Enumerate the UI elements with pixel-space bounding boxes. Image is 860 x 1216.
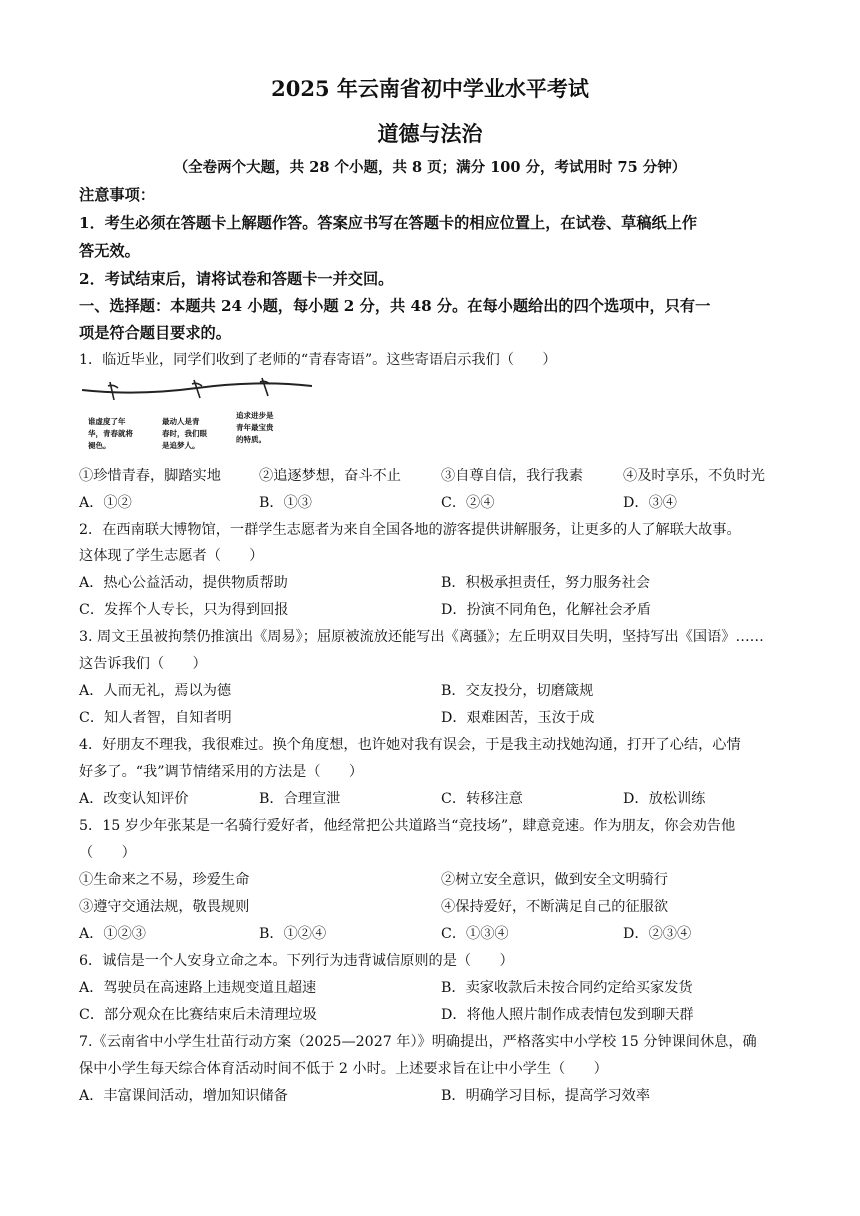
q1-statement-4: ④及时享乐，不负时光	[623, 468, 765, 484]
q5-statement-2: ②树立安全意识，做到安全文明骑行	[441, 872, 669, 888]
subject-title: 道德与法治	[377, 121, 483, 146]
q5-statement-4: ④保持爱好，不断满足自己的征服欲	[441, 899, 669, 915]
message-card-3	[236, 410, 274, 446]
q6-option-b: B．卖家收款后未按合同约定给买家发货	[441, 980, 693, 996]
q2-option-b: B．积极承担责任，努力服务社会	[441, 575, 651, 591]
q2-option-c: C．发挥个人专长，只为得到回报	[79, 602, 289, 618]
question-4-stem-cont: 好多了。“我”调节情绪采用的方法是（ ）	[79, 764, 364, 780]
question-7-stem: 7.《云南省中小学生壮苗行动方案（2025—2027 年）》明确提出，严格落实中小学校 15 分钟课间休息，确	[79, 1034, 757, 1050]
q1-statement-1: ①珍惜青春，脚踏实地	[79, 468, 221, 484]
q6-option-c: C．部分观众在比赛结束后未清理垃圾	[79, 1007, 317, 1023]
message-card-1-line: 华，青春就将	[88, 429, 133, 438]
q2-option-d: D．扮演不同角色，化解社会矛盾	[441, 602, 652, 618]
q1-option-d: D．③④	[623, 495, 677, 511]
q4-option-d: D．放松训练	[623, 791, 706, 807]
exam-title: 2025 年云南省初中学业水平考试	[271, 76, 589, 101]
q5-option-c: C．①③④	[441, 926, 509, 942]
message-card-3-line: 的特质。	[236, 435, 266, 444]
q1-option-c: C．②④	[441, 495, 495, 511]
message-card-2-line: 春时，我们眼	[162, 429, 207, 438]
question-7-stem-cont: 保中小学生每天综合体育活动时间不低于 2 小时。上述要求旨在让中小学生（ ）	[79, 1061, 608, 1077]
notice-item-2: 2．考试结束后，请将试卷和答题卡一并交回。	[79, 270, 394, 288]
q1-statement-2: ②追逐梦想，奋斗不止	[259, 468, 401, 484]
q1-statement-3: ③自尊自信，我行我素	[441, 468, 583, 484]
question-5-stem-cont: （ ）	[79, 845, 136, 861]
message-card-2	[162, 416, 207, 452]
hanging-string-icon	[82, 376, 312, 406]
q2-option-a: A．热心公益活动，提供物质帮助	[79, 575, 288, 591]
message-card-1	[88, 416, 133, 452]
q5-statement-3: ③遵守交通法规，敬畏规则	[79, 899, 250, 915]
youth-message-illustration	[82, 376, 312, 458]
q6-option-d: D．将他人照片制作成表情包发到聊天群	[441, 1007, 694, 1023]
q5-option-b: B．①②④	[259, 926, 327, 942]
message-card-3-line: 追求进步是	[236, 411, 274, 420]
section-1-heading-cont: 项是符合题目要求的。	[79, 324, 231, 342]
q4-option-b: B．合理宣泄	[259, 791, 341, 807]
q1-option-b: B．①③	[259, 495, 312, 511]
notice-item-1-cont: 答无效。	[79, 242, 140, 260]
q7-option-b: B．明确学习目标，提高学习效率	[441, 1088, 651, 1104]
question-3-stem-cont: 这告诉我们（ ）	[79, 656, 207, 672]
q3-option-c: C．知人者智，自知者明	[79, 710, 232, 726]
message-card-2-line: 最动人是青	[162, 417, 200, 426]
notice-heading: 注意事项：	[79, 186, 155, 204]
question-2-stem: 2．在西南联大博物馆，一群学生志愿者为来自全国各地的游客提供讲解服务，让更多的人了解联大故事。	[79, 522, 741, 538]
question-4-stem: 4．好朋友不理我，我很难过。换个角度想，也许她对我有误会，于是我主动找她沟通，打开了心结，心情	[79, 737, 741, 753]
q4-option-a: A．改变认知评价	[79, 791, 189, 807]
notice-item-1: 1．考生必须在答题卡上解题作答。答案应书写在答题卡的相应位置上，在试卷、草稿纸上作	[79, 214, 698, 232]
q1-option-a: A．①②	[79, 495, 132, 511]
message-card-1-line: 谁虚度了年	[88, 417, 126, 426]
question-2-stem-cont: 这体现了学生志愿者（ ）	[79, 548, 264, 564]
q6-option-a: A．驾驶员在高速路上违规变道且超速	[79, 980, 317, 996]
question-1-stem: 1．临近毕业，同学们收到了老师的“青春寄语”。这些寄语启示我们（ ）	[79, 352, 557, 368]
message-card-2-line: 是追梦人。	[162, 441, 200, 450]
q5-option-d: D．②③④	[623, 926, 692, 942]
q7-option-a: A．丰富课间活动，增加知识储备	[79, 1088, 288, 1104]
q5-option-a: A．①②③	[79, 926, 146, 942]
q3-option-b: B．交友投分，切磨箴规	[441, 683, 594, 699]
q4-option-c: C．转移注意	[441, 791, 523, 807]
q3-option-d: D．艰难困苦，玉汝于成	[441, 710, 595, 726]
message-card-3-line: 青年最宝贵	[236, 423, 274, 432]
section-1-heading: 一、选择题：本题共 24 小题，每小题 2 分，共 48 分。在每小题给出的四个选项中，只有一	[79, 297, 711, 315]
message-card-1-line: 褪色。	[88, 441, 111, 450]
question-3-stem: 3. 周文王虽被拘禁仍推演出《周易》；屈原被流放还能写出《离骚》；左丘明双目失明，坚持写出《国语》……	[79, 629, 764, 645]
question-5-stem: 5．15 岁少年张某是一名骑行爱好者，他经常把公共道路当“竞技场”，肆意竞速。作为朋友，你会劝告他	[79, 818, 736, 834]
q5-statement-1: ①生命来之不易，珍爱生命	[79, 872, 250, 888]
q3-option-a: A．人而无礼，焉以为德	[79, 683, 232, 699]
exam-info: （全卷两个大题，共 28 个小题，共 8 页；满分 100 分，考试用时 75 分钟）	[173, 159, 687, 176]
question-6-stem: 6．诚信是一个人安身立命之本。下列行为违背诚信原则的是（ ）	[79, 953, 514, 969]
